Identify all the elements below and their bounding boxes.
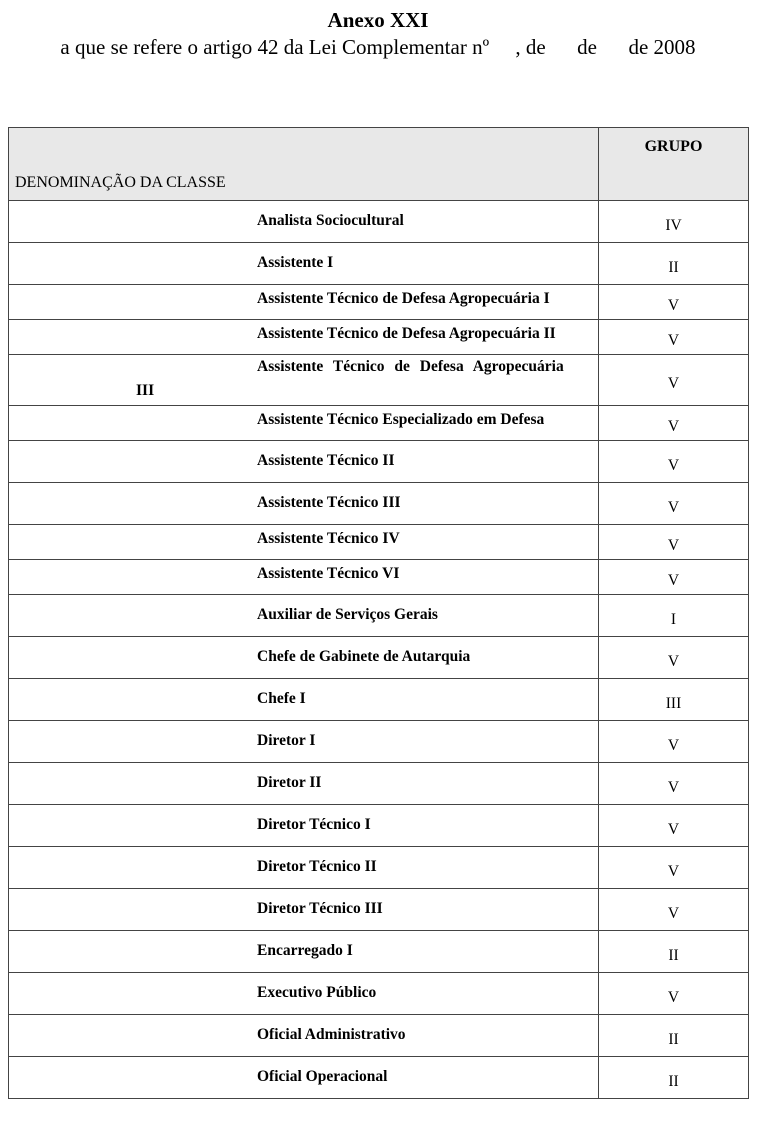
classe-cell: Chefe de Gabinete de Autarquia: [9, 637, 599, 679]
classe-cell: Assistente Técnico de Defesa Agropecuária I: [9, 285, 599, 320]
grupo-cell: V: [599, 320, 749, 355]
grupo-cell: II: [599, 1015, 749, 1057]
grupo-cell: V: [599, 285, 749, 320]
classe-cell: Assistente Técnico VI: [9, 560, 599, 595]
table-row: [9, 483, 749, 525]
classe-cell: Auxiliar de Serviços Gerais: [9, 595, 599, 637]
column-header-grupo: GRUPO: [599, 128, 749, 201]
grupo-cell: V: [599, 973, 749, 1015]
table-row: [9, 805, 749, 847]
classe-cell: Assistente Técnico de Defesa Agropecuária II: [9, 320, 599, 355]
table-row: [9, 525, 749, 560]
table-row: [9, 763, 749, 805]
classe-cell: Oficial Administrativo: [9, 1015, 599, 1057]
classe-cell: Assistente I: [9, 243, 599, 285]
grupo-cell: II: [599, 931, 749, 973]
grupo-cell: V: [599, 805, 749, 847]
grupo-cell: V: [599, 525, 749, 560]
classe-cell: Diretor II: [9, 763, 599, 805]
grupo-cell: V: [599, 637, 749, 679]
classe-cell: Diretor Técnico III: [9, 889, 599, 931]
grupo-cell: I: [599, 595, 749, 637]
annex-subtitle: a que se refere o artigo 42 da Lei Complementar nº , de de de 2008: [60, 35, 696, 59]
table-row: [9, 931, 749, 973]
classe-cell: Analista Sociocultural: [9, 201, 599, 243]
classe-cell: Diretor Técnico I: [9, 805, 599, 847]
grupo-cell: II: [599, 1057, 749, 1099]
table-row: [9, 721, 749, 763]
table-row: [9, 1057, 749, 1099]
table-row: [9, 847, 749, 889]
table-row: [9, 889, 749, 931]
grupo-cell: V: [599, 889, 749, 931]
table-row: [9, 285, 749, 320]
grupo-cell: III: [599, 679, 749, 721]
classe-cell: Encarregado I: [9, 931, 599, 973]
grupo-cell: V: [599, 406, 749, 441]
column-header-classe: DENOMINAÇÃO DA CLASSE: [9, 128, 599, 201]
grupo-cell: V: [599, 763, 749, 805]
classe-text: Assistente Técnico de Defesa Agropecuária: [257, 358, 564, 375]
classe-text-continued: III: [136, 382, 155, 399]
classe-cell: Executivo Público: [9, 973, 599, 1015]
classe-cell: Assistente Técnico Especializado em Defesa: [9, 406, 599, 441]
table-row: [9, 355, 749, 406]
classe-cell: Oficial Operacional: [9, 1057, 599, 1099]
table-row: [9, 201, 749, 243]
annex-title: Anexo XXI: [327, 8, 429, 32]
table-row: [9, 595, 749, 637]
table-header-row: [9, 128, 749, 201]
table-row: [9, 441, 749, 483]
classe-cell: Diretor Técnico II: [9, 847, 599, 889]
table-row: [9, 679, 749, 721]
classes-table: [8, 127, 749, 1099]
classe-cell: Assistente Técnico IV: [9, 525, 599, 560]
grupo-cell: V: [599, 355, 749, 406]
table-row: [9, 406, 749, 441]
grupo-cell: V: [599, 483, 749, 525]
classe-cell: Diretor I: [9, 721, 599, 763]
table-row: [9, 560, 749, 595]
grupo-cell: V: [599, 721, 749, 763]
classe-cell: Assistente Técnico III: [9, 483, 599, 525]
grupo-cell: V: [599, 847, 749, 889]
table-row: [9, 320, 749, 355]
table-row: [9, 1015, 749, 1057]
grupo-cell: V: [599, 441, 749, 483]
grupo-cell: II: [599, 243, 749, 285]
grupo-cell: IV: [599, 201, 749, 243]
table-row: [9, 973, 749, 1015]
table-row: [9, 243, 749, 285]
table-row: [9, 637, 749, 679]
classe-cell: Chefe I: [9, 679, 599, 721]
classe-cell: Assistente Técnico II: [9, 441, 599, 483]
grupo-cell: V: [599, 560, 749, 595]
classe-cell: [9, 355, 599, 406]
